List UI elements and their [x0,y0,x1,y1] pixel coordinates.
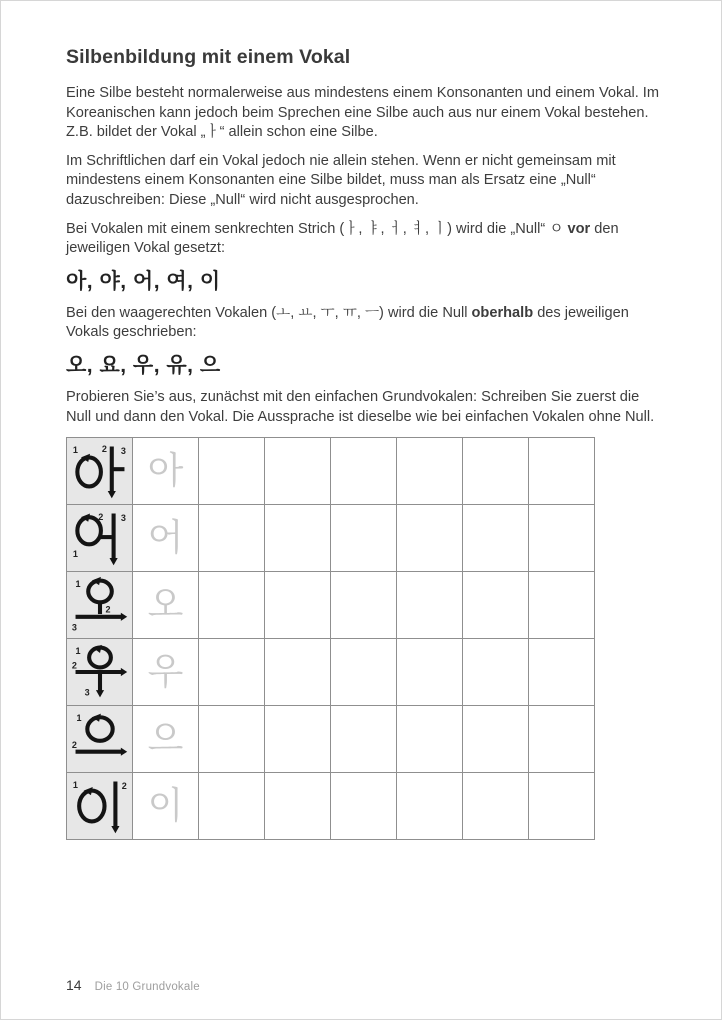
practice-cell [397,773,463,840]
paragraph-4-bold-word: oberhalb [471,304,534,321]
trace-character-cell: 아 [133,438,199,505]
stroke-number: 1 [72,445,78,455]
practice-cell [199,773,265,840]
practice-cell [397,572,463,639]
paragraph-1: Eine Silbe besteht normalerweise aus mindestens einem Konsonanten und einem Vokal. Im Koreanischen kann jedoch beim Sprechen eine Silbe auch aus nur einem Vokal bestehen. Z.B. bildet der Vokal „ㅏ“ allein schon eine Silbe. [66,85,660,141]
practice-cell [463,572,529,639]
stroke-diagram-a-icon [71,442,129,500]
practice-cell [199,572,265,639]
stroke-diagram-cell [67,639,133,706]
stroke-diagram-u-icon [71,643,129,701]
practice-cell [397,639,463,706]
practice-cell [463,706,529,773]
stroke-diagram-cell [67,706,133,773]
practice-cell [331,438,397,505]
practice-cell [529,706,595,773]
practice-cell [529,639,595,706]
practice-cell [199,438,265,505]
stroke-number: 1 [72,549,78,560]
paragraph-2: Im Schriftlichen darf ein Vokal jedoch nie allein stehen. Wenn er nicht gemeinsam mit mindestens einem Konsonanten eine Silbe bildet, muss man als Ersatz eine „Null“ dazuschreiben: Diese „Null“ wird nicht ausgesprochen. [66,152,616,208]
practice-cell [265,572,331,639]
practice-cell [265,438,331,505]
table-row-i [67,773,595,840]
page-footer [66,977,200,993]
stroke-diagram-eo-icon [71,509,129,567]
stroke-number: 1 [75,713,81,723]
stroke-diagram-eu-icon [71,710,129,768]
practice-cell [199,505,265,572]
paragraph-3 [66,220,659,259]
trace-character-cell: 우 [133,639,199,706]
practice-cell [331,572,397,639]
practice-cell [199,706,265,773]
stroke-diagram-cell [67,773,133,840]
practice-cell [463,639,529,706]
paragraph-4-text: Bei den waagerechten Vokalen (ㅗ, ㅛ, ㅜ, ㅠ, ㅡ) wird die Null [66,304,472,321]
practice-cell [397,438,463,505]
stroke-number: 3 [120,445,126,456]
practice-cell [199,639,265,706]
page-title: Silbenbildung mit einem Vokal [66,46,351,68]
stroke-number: 1 [72,780,78,790]
practice-cell [529,773,595,840]
page-content [1,1,721,840]
syllable-line-vertical-vowels: 아, 야, 어, 여, 이 [66,269,221,293]
trace-character-cell: 으 [133,706,199,773]
practice-cell [331,505,397,572]
paragraph-3-text: Bei Vokalen mit einem senkrechten Strich (ㅏ, ㅑ, ㅓ, ㅕ, ㅣ) wird die „Null“ ㅇ [66,220,568,237]
syllable-line-horizontal-vowels: 오, 요, 우, 유, 으 [66,353,221,377]
stroke-diagram-cell [67,572,133,639]
paragraph-4-text-after: des jeweiligen Vokals geschrieben: [66,304,629,341]
practice-cell [265,706,331,773]
practice-cell [529,505,595,572]
stroke-number: 3 [120,512,126,523]
practice-cell [265,773,331,840]
trace-character-cell: 어 [133,505,199,572]
page-number: 14 [66,977,82,993]
stroke-number: 2 [121,780,127,791]
practice-table [66,437,595,840]
practice-cell [529,572,595,639]
practice-cell [529,438,595,505]
practice-cell [265,505,331,572]
stroke-number: 2 [104,604,110,615]
practice-cell [463,773,529,840]
table-row-u [67,639,595,706]
trace-character-cell: 이 [133,773,199,840]
paragraph-5: Probieren Sie’s aus, zunächst mit den einfachen Grundvokalen: Schreiben Sie zuerst die Null und dann den Vokal. Die Aussprache ist dieselbe wie bei einfachen Vokalen ohne Null. [66,388,655,425]
paragraph-3-text-after: den jeweiligen Vokal gesetzt: [66,220,619,257]
table-row-eo [67,505,595,572]
stroke-diagram-i-icon [71,777,129,835]
practice-cell [331,706,397,773]
stroke-number: 1 [75,646,81,656]
practice-cell [265,639,331,706]
practice-cell [331,773,397,840]
table-row-o [67,572,595,639]
stroke-number: 2 [71,660,77,671]
paragraph-4 [66,304,659,343]
paragraph-3-bold-word: vor [567,220,591,237]
trace-character-cell: 오 [133,572,199,639]
chapter-label: Die 10 Grundvokale [94,981,200,993]
table-row-eu [67,706,595,773]
stroke-number: 2 [71,740,77,751]
practice-cell [397,505,463,572]
practice-cell [397,706,463,773]
practice-cell [463,505,529,572]
stroke-diagram-cell [67,505,133,572]
table-row-a [67,438,595,505]
stroke-number: 2 [101,444,107,455]
stroke-diagram-o-icon [71,576,129,634]
stroke-number: 1 [75,579,81,589]
stroke-number: 3 [84,687,90,698]
practice-cell [331,639,397,706]
stroke-diagram-cell [67,438,133,505]
stroke-number: 3 [71,622,77,633]
stroke-number: 2 [97,512,103,522]
practice-cell [463,438,529,505]
